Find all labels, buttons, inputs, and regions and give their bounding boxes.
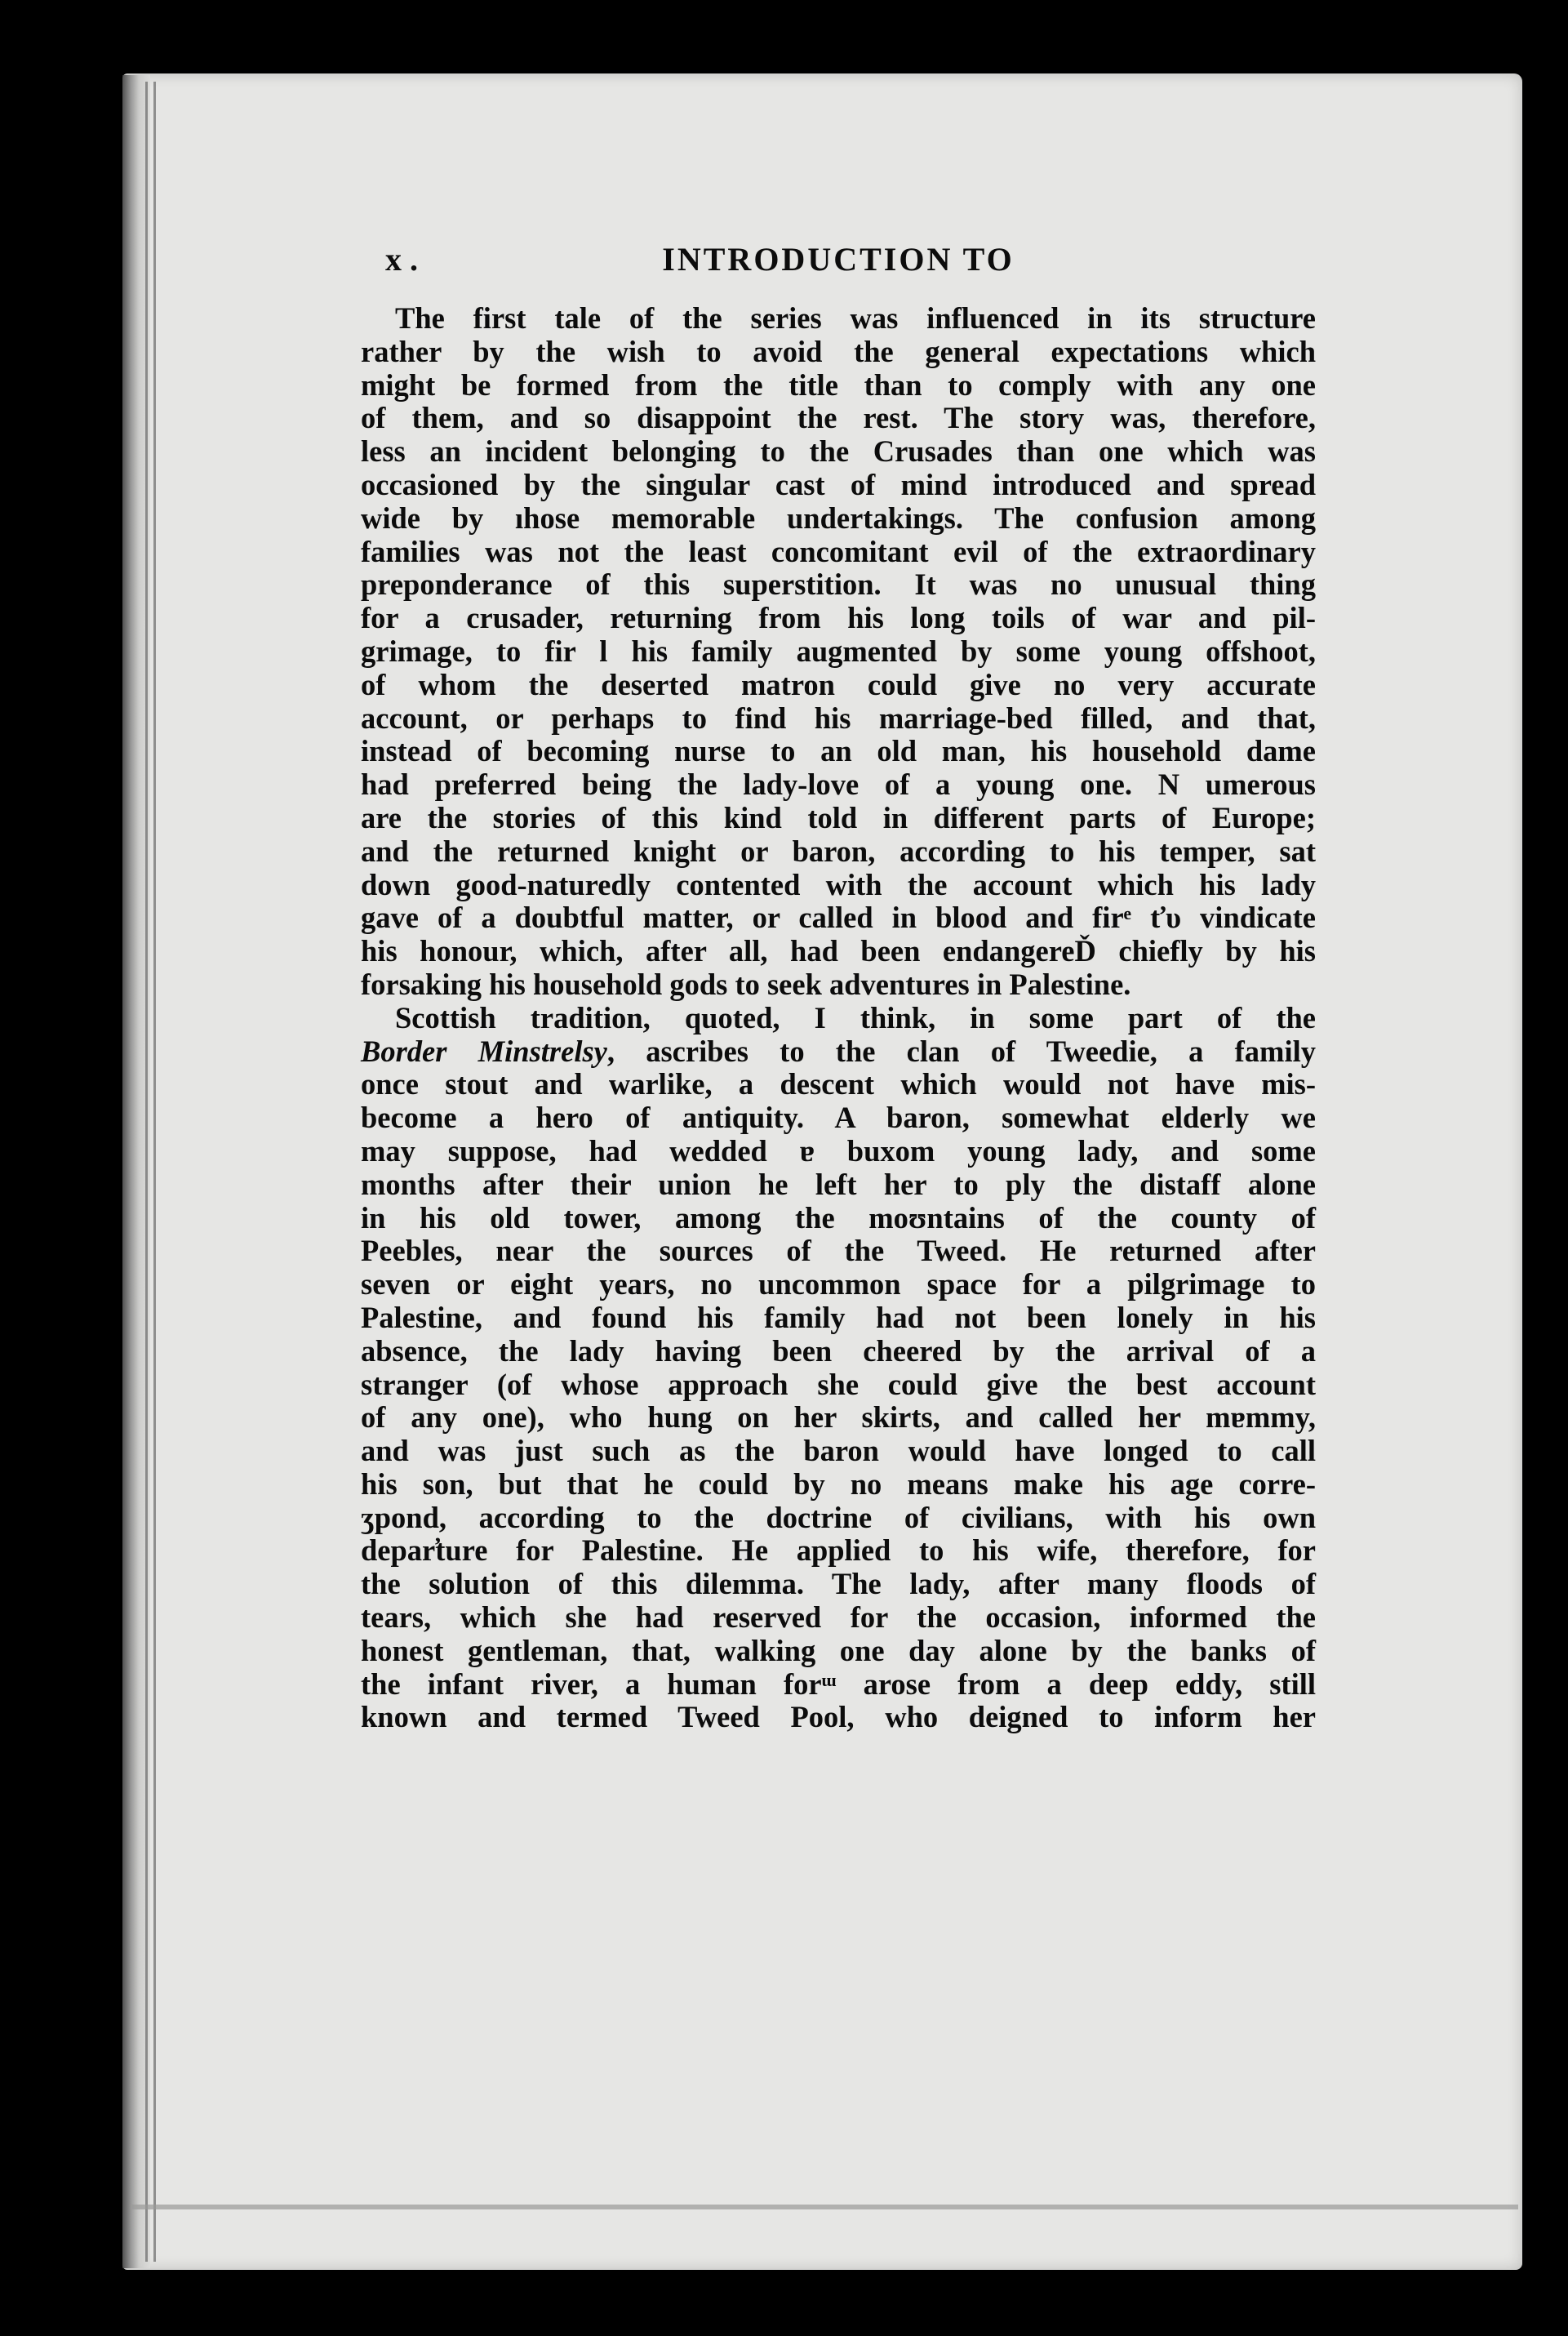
line-text: gave of a doubtful matter, or called in blood and firᵉ ťυ vindicate bbox=[361, 901, 1316, 935]
text-line bbox=[361, 536, 1316, 569]
text-line bbox=[361, 1401, 1316, 1435]
text-line bbox=[361, 1368, 1316, 1402]
text-line bbox=[361, 669, 1316, 702]
text-line bbox=[361, 835, 1316, 869]
text-line bbox=[361, 602, 1316, 635]
line-text: families was not the least concomitant evil of the extraordinary bbox=[361, 534, 1316, 568]
line-text: account, or perhaps to find his marriage-bed filled, and that, bbox=[361, 701, 1316, 735]
line-text: had preferred being the lady-love of a young one. N umerous bbox=[361, 768, 1316, 802]
line-text: stranger (of whose approach she could give the best account bbox=[361, 1367, 1316, 1401]
line-text: less an incident belonging to the Crusades than one which was bbox=[361, 434, 1316, 469]
line-text: Peebles, near the sources of the Tweed. He returned after bbox=[361, 1234, 1316, 1268]
text-line bbox=[361, 1101, 1316, 1135]
text-line bbox=[361, 1035, 1316, 1069]
line-text: once stout and warlike, a descent which would not have mis- bbox=[361, 1067, 1316, 1101]
text-line bbox=[361, 869, 1316, 902]
text-line bbox=[361, 1701, 1316, 1734]
text-line bbox=[361, 1502, 1316, 1535]
line-text: the infant river, a human forᵚ arose from a deep eddy, still bbox=[361, 1666, 1316, 1701]
line-text: of whom the deserted matron could give no very accurate bbox=[361, 667, 1316, 701]
text-line bbox=[361, 1568, 1316, 1601]
text-line bbox=[361, 1601, 1316, 1635]
text-line bbox=[361, 935, 1316, 968]
line-text: occasioned by the singular cast of mind introduced and spread bbox=[361, 467, 1316, 501]
line-text: wide by ıhose memorable undertakings. The confusion among bbox=[361, 501, 1316, 535]
text-line bbox=[361, 768, 1316, 802]
line-text: his son, but that he could by no means make his age corre- bbox=[361, 1466, 1316, 1501]
line-text: Palestine, and found his family had not been lonely in his bbox=[361, 1300, 1316, 1334]
text-line bbox=[361, 968, 1316, 1002]
line-text: absence, the lady having been cheered by the arrival of a bbox=[361, 1333, 1316, 1368]
binding-line bbox=[145, 82, 148, 2262]
line-text: forsaking his household gods to seek adventures in Palestine. bbox=[361, 967, 1131, 1001]
line-text: in his old tower, among the moʊntains of the county of bbox=[361, 1200, 1316, 1235]
line-text: rather by the wish to avoid the general expectations which bbox=[361, 334, 1316, 368]
line-text: months after their union he left her to ply the distaff alone bbox=[361, 1167, 1316, 1201]
page-bottom-edge bbox=[131, 2205, 1518, 2209]
text-line bbox=[361, 901, 1316, 935]
line-text: may suppose, had wedded ɐ buxom young lady, and some bbox=[361, 1133, 1316, 1168]
binding-line bbox=[153, 82, 156, 2262]
text-line bbox=[361, 1534, 1316, 1568]
line-text: and the returned knight or baron, according to his temper, sat bbox=[361, 834, 1316, 868]
line-text: instead of becoming nurse to an old man, his household dame bbox=[361, 734, 1316, 768]
text-line bbox=[361, 469, 1316, 502]
text-line bbox=[361, 1002, 1316, 1035]
line-text: of any one), who hung on her skirts, and called her mɐmmy, bbox=[361, 1400, 1316, 1435]
text-line bbox=[361, 1468, 1316, 1502]
line-text: for a crusader, returning from his long toils of war and pil- bbox=[361, 601, 1316, 635]
text-line bbox=[361, 369, 1316, 403]
line-text: depar̕ture for Palestine. He applied to his wife, therefore, for bbox=[361, 1533, 1316, 1568]
text-line bbox=[361, 1335, 1316, 1368]
line-text: seven or eight years, no uncommon space for a pilgrimage to bbox=[361, 1267, 1316, 1301]
text-line bbox=[361, 1168, 1316, 1202]
text-line bbox=[361, 1202, 1316, 1235]
line-text: , ascribes to the clan of Tweedie, a family bbox=[606, 1034, 1316, 1068]
line-text: honest gentleman, that, walking one day alone by the banks of bbox=[361, 1633, 1316, 1667]
line-text: The first tale of the series was influenced in its structure bbox=[395, 301, 1316, 335]
text-line bbox=[361, 302, 1316, 336]
body-text bbox=[361, 302, 1316, 1734]
page-number: x . bbox=[385, 241, 418, 278]
text-line bbox=[361, 1668, 1316, 1702]
page-header bbox=[361, 237, 1316, 286]
text-line bbox=[361, 402, 1316, 435]
line-text: preponderance of this superstition. It was no unusual thing bbox=[361, 567, 1316, 602]
text-line bbox=[361, 735, 1316, 768]
line-text: his honour, which, after all, had been endangereĎ chiefly by his bbox=[361, 934, 1316, 968]
text-line bbox=[361, 802, 1316, 835]
line-text: might be formed from the title than to comply with any one bbox=[361, 367, 1316, 402]
text-line bbox=[361, 502, 1316, 536]
line-text: tears, which she had reserved for the occasion, informed the bbox=[361, 1600, 1316, 1635]
text-line bbox=[361, 336, 1316, 369]
text-line bbox=[361, 1435, 1316, 1468]
line-text: and was just such as the baron would have longed to call bbox=[361, 1434, 1316, 1468]
text-line bbox=[361, 1235, 1316, 1268]
line-text: ʒpond, according to the doctrine of civilians, with his own bbox=[361, 1500, 1316, 1534]
text-line bbox=[361, 1068, 1316, 1101]
text-line bbox=[361, 568, 1316, 602]
text-line bbox=[361, 435, 1316, 469]
text-line bbox=[361, 1268, 1316, 1301]
line-text: grimage, to fir l his family augmented by some young offshoot, bbox=[361, 634, 1316, 668]
running-head: INTRODUCTION TO bbox=[662, 241, 1015, 278]
text-line bbox=[361, 1635, 1316, 1668]
text-line bbox=[361, 1135, 1316, 1168]
italic-title: Border Minstrelsy bbox=[361, 1034, 607, 1068]
line-text: down good-naturedly contented with the account which his lady bbox=[361, 867, 1316, 901]
line-text: are the stories of this kind told in different parts of Europe; bbox=[361, 800, 1316, 834]
text-line bbox=[361, 1301, 1316, 1335]
line-text: of them, and so disappoint the rest. The story was, therefore, bbox=[361, 401, 1316, 435]
text-line bbox=[361, 702, 1316, 736]
line-text: become a hero of antiquity. A baron, somewhat elderly we bbox=[361, 1101, 1316, 1135]
line-text: known and termed Tweed Pool, who deigned to inform her bbox=[361, 1700, 1316, 1734]
line-text: Scottish tradition, quoted, I think, in some part of the bbox=[395, 1000, 1316, 1035]
line-text: the solution of this dilemma. The lady, after many floods of bbox=[361, 1567, 1316, 1601]
text-line bbox=[361, 635, 1316, 669]
